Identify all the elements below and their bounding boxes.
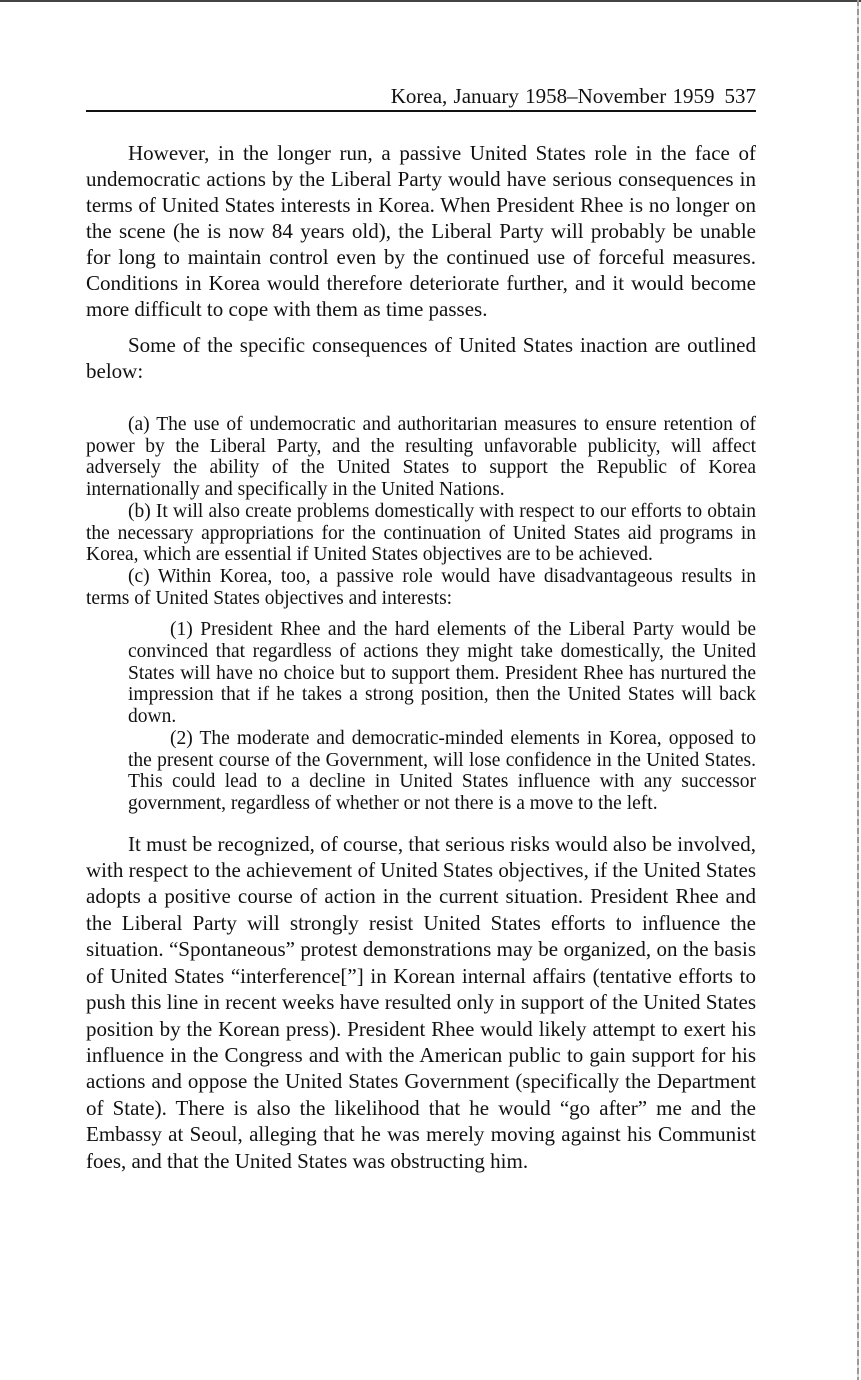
- scan-top-edge: [0, 0, 861, 2]
- running-title: Korea, January 1958–November 1959: [390, 84, 715, 108]
- document-page: [86, 84, 756, 1174]
- item-c-1: (1) President Rhee and the hard elements of the Liberal Party would be convinced that regardless of actions they might take domestically, the United States will have no choice but to support them. President Rhee has nurtured the impression that if he takes a strong position, then the United States will back down.: [128, 619, 756, 728]
- item-c-subitems: [86, 619, 756, 814]
- item-b: (b) It will also create problems domestically with respect to our efforts to obtain the necessary appropriations for the continuation of United States aid programs in Korea, which are essential if United States objectives are to be achieved.: [86, 500, 756, 566]
- paragraph-1: However, in the longer run, a passive United States role in the face of undemocratic actions by the Liberal Party would have serious consequences in terms of United States interests in Korea. When President Rhee is no longer on the scene (he is now 84 years old), the Liberal Party will probably be unable for long to maintain control even by the continued use of forceful measures. Conditions in Korea would therefore deteriorate further, and it would become more difficult to cope with them as time passes.: [86, 141, 756, 321]
- consequences-list: [86, 414, 756, 815]
- paragraph-2: Some of the specific consequences of United States inaction are outlined below:: [86, 333, 756, 383]
- paragraph-3: It must be recognized, of course, that serious risks would also be involved, with respect to the achievement of United States objectives, if the United States adopts a positive course of action in the current situation. President Rhee and the Liberal Party will strongly resist United States efforts to influence the situation. “Spontaneous” protest demonstrations may be organized, on the basis of United States “interference[”] in Korean internal affairs (tentative efforts to push this line in recent weeks have resulted only in support of the United States position by the Korean press). President Rhee would likely attempt to exert his influence in the Congress and with the American public to gain support for his actions and oppose the United States Government (specifically the Department of State). There is also the likelihood that he would “go after” me and the Embassy at Seoul, alleging that he was merely moving against his Communist foes, and that the United States was obstructing him.: [86, 831, 756, 1173]
- item-c: (c) Within Korea, too, a passive role would have disadvantageous results in terms of United States objectives and interests:: [86, 565, 756, 609]
- page-number: 537: [724, 84, 756, 108]
- body-text: [86, 140, 756, 1174]
- scan-binding-edge: [857, 0, 859, 1380]
- item-c-2: (2) The moderate and democratic-minded elements in Korea, opposed to the present course of the Government, will lose confidence in the United States. This could lead to a decline in United States influence with any successor government, regardless of whether or not there is a move to the left.: [128, 727, 756, 814]
- running-header: [86, 84, 756, 112]
- item-a: (a) The use of undemocratic and authoritarian measures to ensure retention of power by the Liberal Party, and the resulting unfavorable publicity, will affect adversely the ability of the United States to support the Republic of Korea internationally and specifically in the United Nations.: [86, 414, 756, 501]
